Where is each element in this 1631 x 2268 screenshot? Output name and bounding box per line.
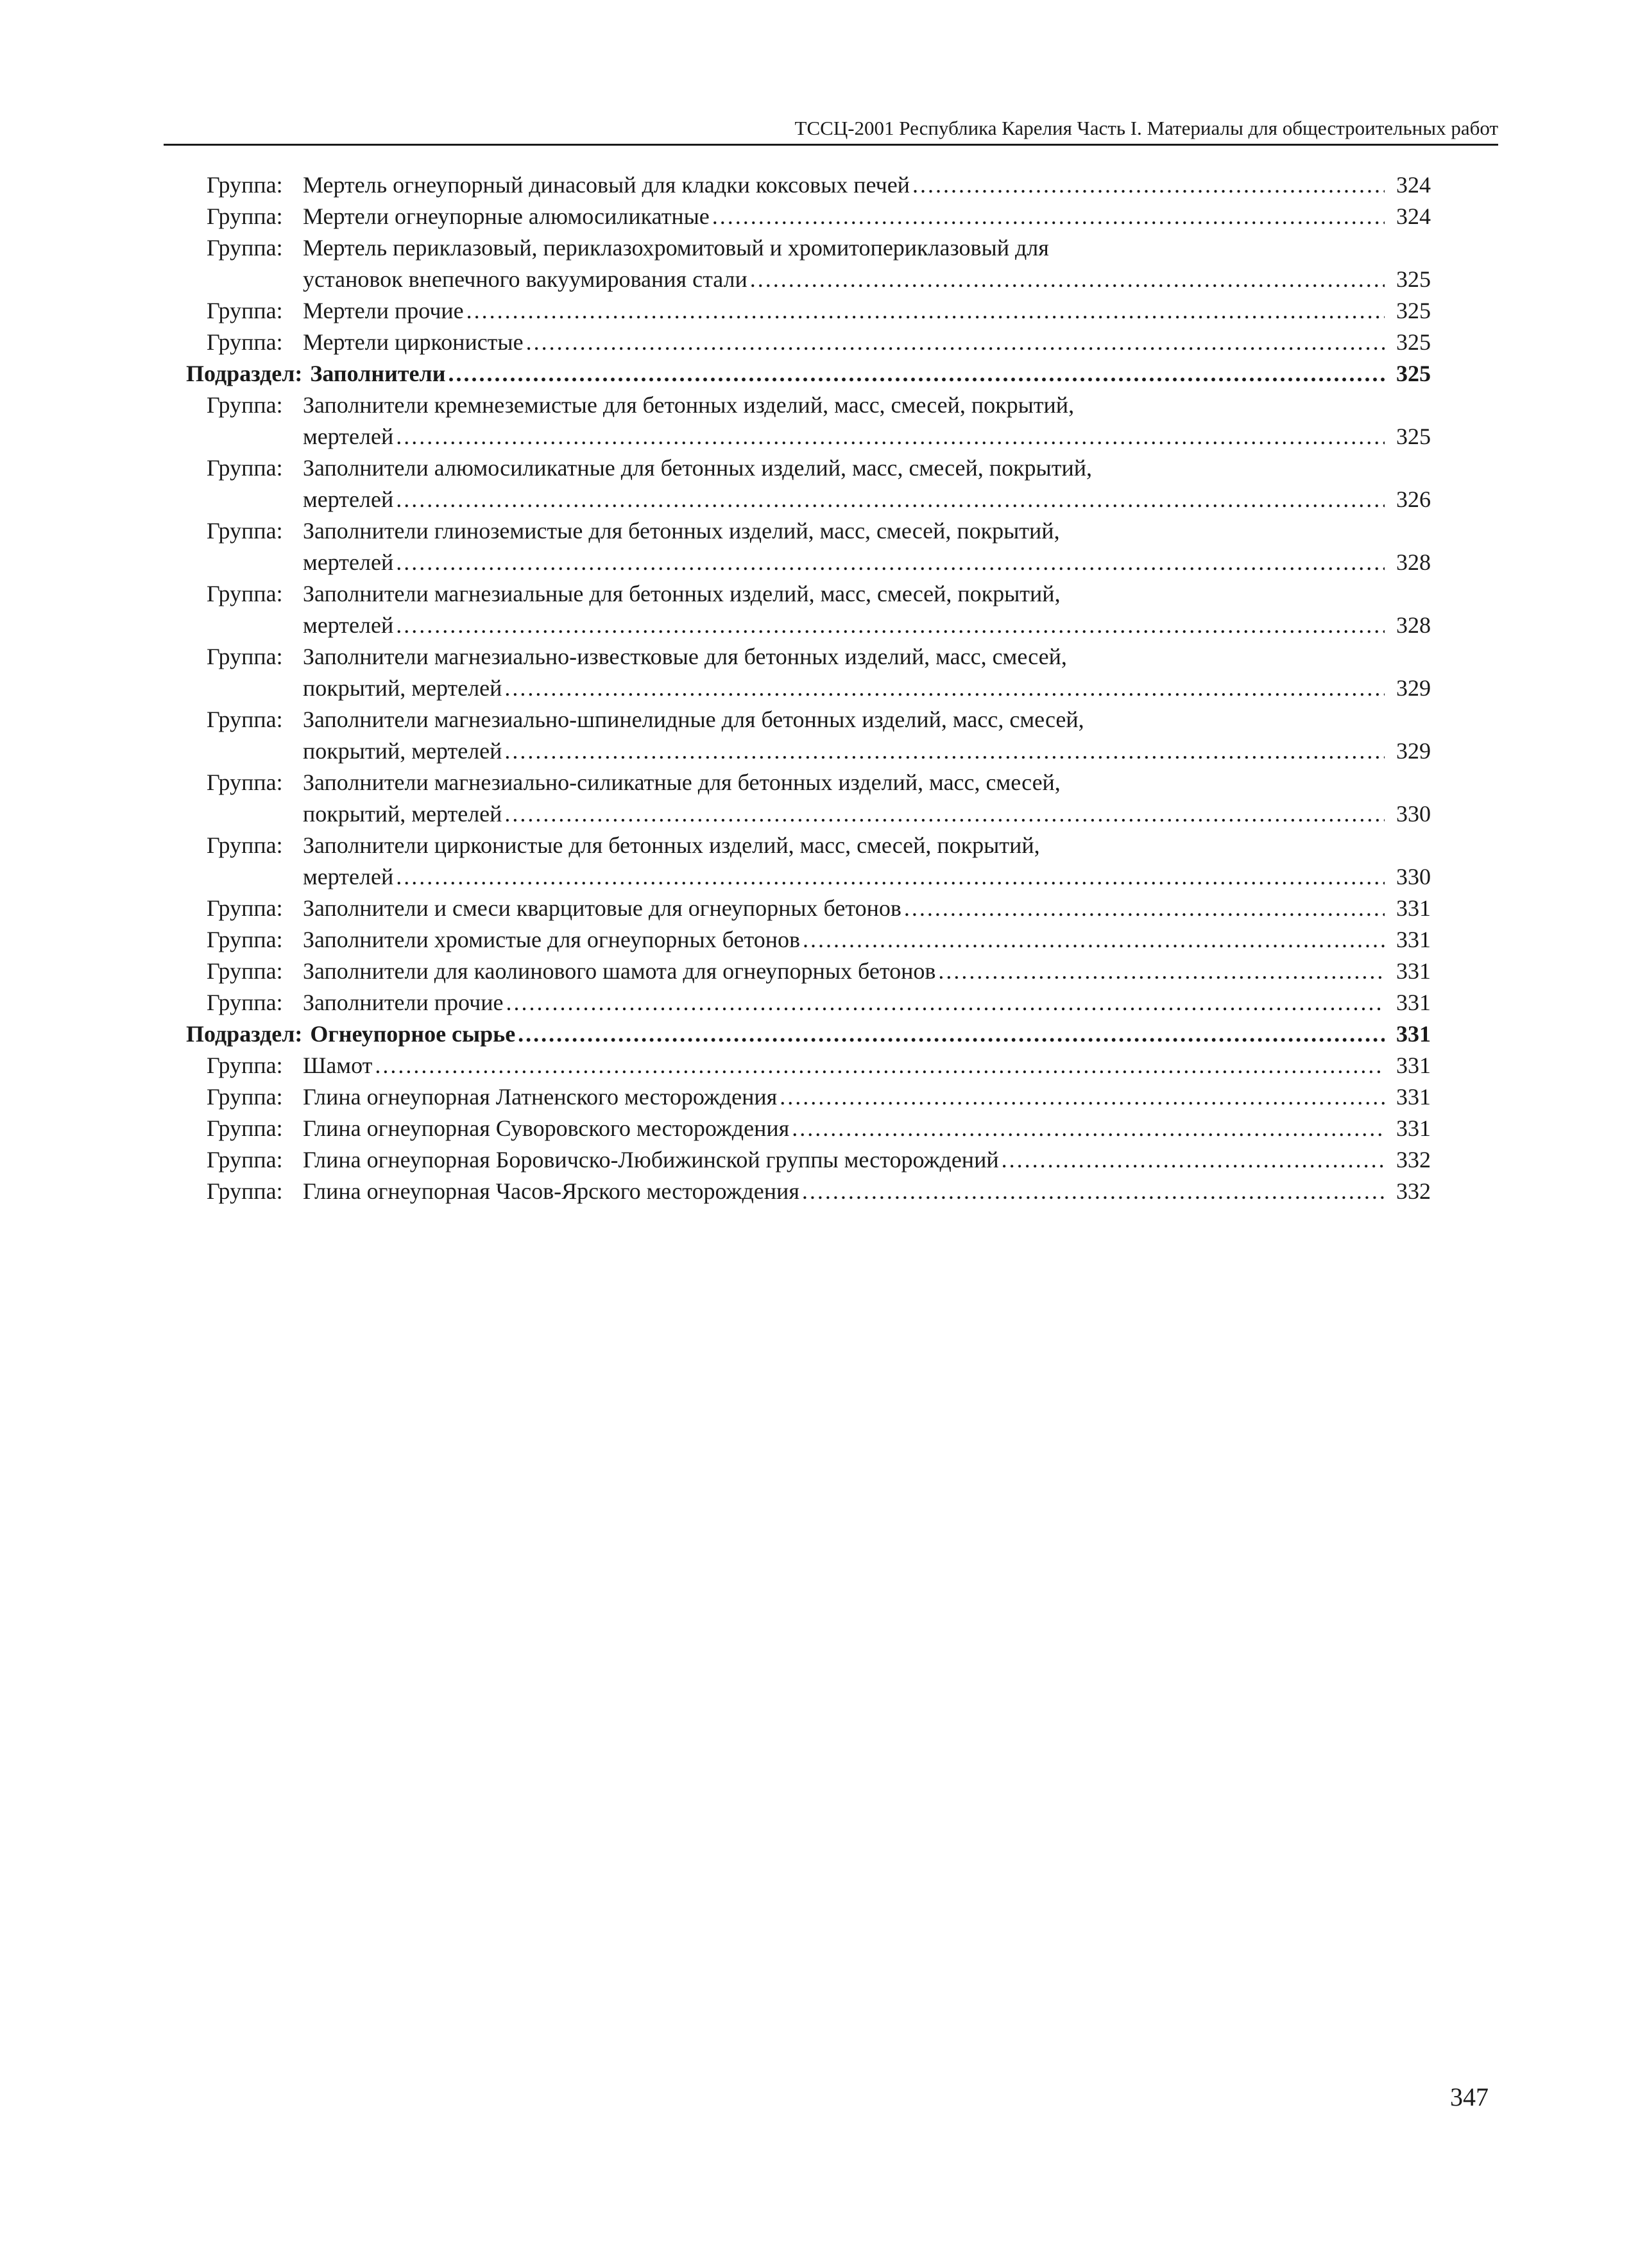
entry-prefix: Группа: bbox=[207, 235, 283, 261]
entry-line bbox=[303, 295, 1431, 327]
table-of-contents bbox=[186, 169, 1431, 1207]
entry-title-text: Заполнители цирконистые для бетонных изделий, масс, смесей, покрытий, bbox=[303, 832, 1040, 858]
entry-title-text: Заполнители и смеси кварцитовые для огнеупорных бетонов bbox=[303, 895, 901, 921]
dot-leader bbox=[712, 201, 1385, 232]
entry-page-number: 332 bbox=[1396, 1147, 1431, 1173]
toc-group-entry bbox=[186, 169, 1431, 201]
entry-title-text: Мертели прочие bbox=[303, 298, 464, 323]
entry-prefix: Группа: bbox=[207, 958, 283, 984]
entry-title-text: мертелей bbox=[303, 424, 394, 449]
entry-title-text: мертелей bbox=[303, 612, 394, 638]
entry-body bbox=[303, 232, 1431, 295]
dot-leader bbox=[904, 893, 1385, 924]
dot-leader bbox=[396, 484, 1385, 515]
entry-line bbox=[303, 767, 1431, 798]
dot-leader bbox=[780, 1081, 1385, 1113]
entry-prefix: Группа: bbox=[207, 990, 283, 1015]
dot-leader bbox=[506, 987, 1385, 1018]
dot-leader bbox=[526, 327, 1385, 358]
entry-body bbox=[303, 578, 1431, 641]
entry-line bbox=[303, 1050, 1431, 1081]
entry-body bbox=[303, 704, 1431, 767]
entry-line bbox=[303, 1176, 1431, 1207]
toc-group-entry bbox=[186, 830, 1431, 893]
toc-group-entry bbox=[186, 201, 1431, 232]
dot-leader bbox=[802, 1176, 1385, 1207]
entry-title-text: Заполнители глиноземистые для бетонных изделий, масс, смесей, покрытий, bbox=[303, 518, 1060, 544]
entry-prefix: Группа: bbox=[207, 298, 283, 323]
entry-prefix: Группа: bbox=[207, 329, 283, 355]
entry-prefix: Группа: bbox=[207, 707, 283, 732]
entry-page-number: 330 bbox=[1396, 864, 1431, 889]
entry-line bbox=[303, 987, 1431, 1018]
entry-body bbox=[303, 169, 1431, 201]
entry-body bbox=[303, 295, 1431, 327]
entry-prefix: Группа: bbox=[207, 581, 283, 606]
toc-group-entry bbox=[186, 893, 1431, 924]
entry-body bbox=[186, 1018, 1431, 1050]
entry-line bbox=[303, 673, 1431, 704]
entry-line bbox=[303, 735, 1431, 767]
toc-group-entry bbox=[186, 956, 1431, 987]
dot-leader bbox=[396, 547, 1385, 578]
entry-prefix: Группа: bbox=[207, 1115, 283, 1141]
entry-title-text: Заполнители bbox=[310, 361, 446, 386]
toc-group-entry bbox=[186, 578, 1431, 641]
entry-title-text: Заполнители магнезиально-шпинелидные для бетонных изделий, масс, смесей, bbox=[303, 707, 1084, 732]
entry-line bbox=[303, 421, 1431, 452]
toc-group-entry bbox=[186, 641, 1431, 704]
toc-group-entry bbox=[186, 767, 1431, 830]
entry-line bbox=[303, 830, 1431, 861]
entry-line bbox=[303, 232, 1431, 264]
dot-leader bbox=[792, 1113, 1385, 1144]
entry-line bbox=[303, 264, 1431, 295]
entry-line bbox=[303, 1113, 1431, 1144]
entry-body bbox=[303, 1176, 1431, 1207]
dot-leader bbox=[466, 295, 1385, 327]
entry-page-number: 329 bbox=[1396, 675, 1431, 701]
dot-leader bbox=[504, 673, 1385, 704]
entry-body bbox=[303, 1081, 1431, 1113]
entry-page-number: 331 bbox=[1396, 1084, 1431, 1110]
entry-body bbox=[303, 893, 1431, 924]
toc-group-entry bbox=[186, 232, 1431, 295]
toc-section-entry bbox=[186, 1018, 1431, 1050]
entry-line bbox=[303, 578, 1431, 610]
toc-group-entry bbox=[186, 1113, 1431, 1144]
entry-title-text: Мертель периклазовый, периклазохромитовый и хромитопериклазовый для bbox=[303, 235, 1049, 261]
dot-leader bbox=[518, 1018, 1385, 1050]
entry-page-number: 331 bbox=[1396, 1115, 1431, 1141]
entry-title-text: Мертели огнеупорные алюмосиликатные bbox=[303, 203, 710, 229]
entry-body bbox=[303, 515, 1431, 578]
entry-prefix: Группа: bbox=[207, 455, 283, 481]
entry-line bbox=[303, 610, 1431, 641]
toc-group-entry bbox=[186, 327, 1431, 358]
entry-line bbox=[303, 861, 1431, 893]
toc-group-entry bbox=[186, 987, 1431, 1018]
entry-line bbox=[303, 956, 1431, 987]
entry-title-text: покрытий, мертелей bbox=[303, 738, 502, 764]
entry-page-number: 332 bbox=[1396, 1178, 1431, 1204]
entry-line bbox=[303, 327, 1431, 358]
entry-body bbox=[303, 1050, 1431, 1081]
entry-line bbox=[303, 1144, 1431, 1176]
entry-title-text: Глина огнеупорная Суворовского месторождения bbox=[303, 1115, 790, 1141]
running-header: ТССЦ-2001 Республика Карелия Часть I. Материалы для общестроительных работ bbox=[794, 117, 1498, 139]
toc-group-entry bbox=[186, 1144, 1431, 1176]
entry-prefix: Подраздел: bbox=[186, 1021, 303, 1047]
dot-leader bbox=[912, 169, 1385, 201]
toc-group-entry bbox=[186, 1176, 1431, 1207]
dot-leader bbox=[504, 735, 1385, 767]
dot-leader bbox=[396, 861, 1385, 893]
entry-body bbox=[303, 830, 1431, 893]
entry-title-text: Заполнители для каолинового шамота для огнеупорных бетонов bbox=[303, 958, 936, 984]
entry-prefix: Группа: bbox=[207, 172, 283, 198]
entry-line bbox=[303, 484, 1431, 515]
entry-line bbox=[303, 201, 1431, 232]
entry-title-text: мертелей bbox=[303, 864, 394, 889]
entry-body bbox=[303, 924, 1431, 956]
toc-group-entry bbox=[186, 1050, 1431, 1081]
dot-leader bbox=[803, 924, 1385, 956]
entry-line bbox=[303, 704, 1431, 735]
entry-page-number: 325 bbox=[1396, 266, 1431, 292]
entry-title-text: установок внепечного вакуумирования стали bbox=[303, 266, 747, 292]
entry-line bbox=[186, 358, 1431, 390]
entry-body bbox=[303, 201, 1431, 232]
entry-line bbox=[303, 169, 1431, 201]
entry-title-text: Заполнители прочие bbox=[303, 990, 504, 1015]
entry-body bbox=[303, 1113, 1431, 1144]
dot-leader bbox=[396, 421, 1385, 452]
entry-body bbox=[303, 390, 1431, 452]
entry-line bbox=[186, 1018, 1431, 1050]
entry-prefix: Подраздел: bbox=[186, 361, 303, 386]
header-rule bbox=[164, 144, 1498, 146]
entry-page-number: 331 bbox=[1396, 990, 1431, 1015]
entry-title-text: Глина огнеупорная Боровичско-Любижинской группы месторождений bbox=[303, 1147, 999, 1173]
entry-title-text: Мертель огнеупорный динасовый для кладки коксовых печей bbox=[303, 172, 910, 198]
entry-prefix: Группа: bbox=[207, 895, 283, 921]
entry-line bbox=[303, 1081, 1431, 1113]
entry-page-number: 328 bbox=[1396, 612, 1431, 638]
entry-body bbox=[186, 358, 1431, 390]
dot-leader bbox=[396, 610, 1385, 641]
entry-title-text: Заполнители кремнеземистые для бетонных изделий, масс, смесей, покрытий, bbox=[303, 392, 1075, 418]
entry-page-number: 324 bbox=[1396, 172, 1431, 198]
entry-title-text: Огнеупорное сырье bbox=[310, 1021, 516, 1047]
toc-group-entry bbox=[186, 452, 1431, 515]
entry-prefix: Группа: bbox=[207, 203, 283, 229]
entry-page-number: 331 bbox=[1396, 1021, 1431, 1047]
entry-title-text: Шамот bbox=[303, 1052, 373, 1078]
entry-page-number: 329 bbox=[1396, 738, 1431, 764]
entry-page-number: 331 bbox=[1396, 895, 1431, 921]
toc-group-entry bbox=[186, 390, 1431, 452]
entry-prefix: Группа: bbox=[207, 1052, 283, 1078]
entry-line bbox=[303, 798, 1431, 830]
entry-prefix: Группа: bbox=[207, 518, 283, 544]
entry-body bbox=[303, 452, 1431, 515]
toc-section-entry bbox=[186, 358, 1431, 390]
entry-prefix: Группа: bbox=[207, 392, 283, 418]
entry-line bbox=[303, 515, 1431, 547]
toc-group-entry bbox=[186, 1081, 1431, 1113]
entry-title-text: Заполнители магнезиально-силикатные для бетонных изделий, масс, смесей, bbox=[303, 769, 1061, 795]
entry-page-number: 325 bbox=[1396, 424, 1431, 449]
entry-title-text: Заполнители магнезиальные для бетонных изделий, масс, смесей, покрытий, bbox=[303, 581, 1061, 606]
dot-leader bbox=[504, 798, 1385, 830]
entry-body bbox=[303, 987, 1431, 1018]
entry-body bbox=[303, 956, 1431, 987]
page-number: 347 bbox=[1450, 2083, 1489, 2111]
entry-prefix: Группа: bbox=[207, 927, 283, 952]
toc-group-entry bbox=[186, 295, 1431, 327]
entry-page-number: 331 bbox=[1396, 958, 1431, 984]
entry-page-number: 326 bbox=[1396, 486, 1431, 512]
entry-prefix: Группа: bbox=[207, 832, 283, 858]
dot-leader bbox=[1002, 1144, 1385, 1176]
entry-title-text: покрытий, мертелей bbox=[303, 801, 502, 827]
entry-line bbox=[303, 452, 1431, 484]
entry-page-number: 325 bbox=[1396, 361, 1431, 386]
entry-body bbox=[303, 767, 1431, 830]
entry-prefix: Группа: bbox=[207, 644, 283, 669]
entry-title-text: Заполнители алюмосиликатные для бетонных изделий, масс, смесей, покрытий, bbox=[303, 455, 1092, 481]
entry-page-number: 328 bbox=[1396, 549, 1431, 575]
entry-prefix: Группа: bbox=[207, 1178, 283, 1204]
entry-title-text: Заполнители магнезиально-известковые для бетонных изделий, масс, смесей, bbox=[303, 644, 1067, 669]
entry-title-text: Заполнители хромистые для огнеупорных бетонов bbox=[303, 927, 801, 952]
toc-group-entry bbox=[186, 924, 1431, 956]
entry-prefix: Группа: bbox=[207, 1084, 283, 1110]
entry-page-number: 324 bbox=[1396, 203, 1431, 229]
entry-line bbox=[303, 547, 1431, 578]
entry-title-text: Мертели цирконистые bbox=[303, 329, 524, 355]
dot-leader bbox=[750, 264, 1385, 295]
entry-line bbox=[303, 641, 1431, 673]
entry-body bbox=[303, 1144, 1431, 1176]
entry-line bbox=[303, 390, 1431, 421]
entry-body bbox=[303, 641, 1431, 704]
entry-title-text: Глина огнеупорная Латненского месторождения bbox=[303, 1084, 778, 1110]
entry-page-number: 325 bbox=[1396, 329, 1431, 355]
dot-leader bbox=[375, 1050, 1385, 1081]
entry-line bbox=[303, 924, 1431, 956]
entry-title-text: покрытий, мертелей bbox=[303, 675, 502, 701]
entry-title-text: Глина огнеупорная Часов-Ярского месторождения bbox=[303, 1178, 799, 1204]
toc-group-entry bbox=[186, 704, 1431, 767]
entry-prefix: Группа: bbox=[207, 769, 283, 795]
dot-leader bbox=[448, 358, 1385, 390]
dot-leader bbox=[938, 956, 1385, 987]
entry-line bbox=[303, 893, 1431, 924]
entry-title-text: мертелей bbox=[303, 549, 394, 575]
entry-page-number: 330 bbox=[1396, 801, 1431, 827]
entry-page-number: 325 bbox=[1396, 298, 1431, 323]
entry-prefix: Группа: bbox=[207, 1147, 283, 1173]
entry-page-number: 331 bbox=[1396, 1052, 1431, 1078]
entry-title-text: мертелей bbox=[303, 486, 394, 512]
entry-page-number: 331 bbox=[1396, 927, 1431, 952]
toc-group-entry bbox=[186, 515, 1431, 578]
entry-body bbox=[303, 327, 1431, 358]
